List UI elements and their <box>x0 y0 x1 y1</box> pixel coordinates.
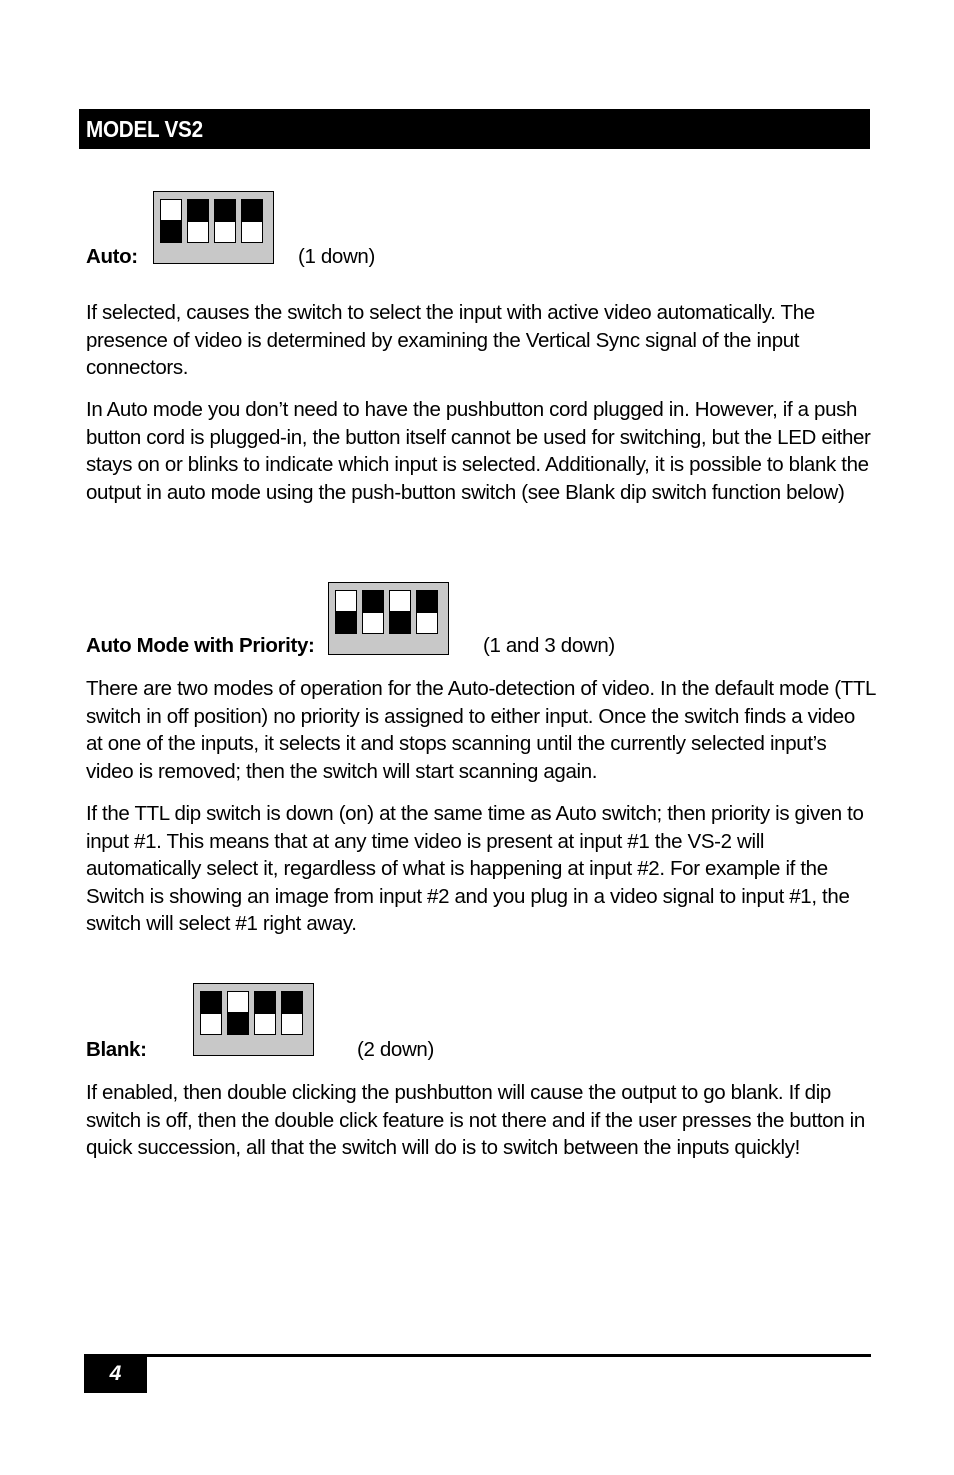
auto-label: Auto: <box>86 245 138 268</box>
dip-cell-bottom-1 <box>200 1013 222 1035</box>
dip-cell-bottom-2 <box>187 221 209 243</box>
dip-cell-top-1 <box>335 590 357 612</box>
auto-dip-note: (1 down) <box>298 245 375 268</box>
section-header-bar <box>79 109 870 149</box>
dip-cell-bottom-4 <box>241 221 263 243</box>
dip-cell-bottom-2 <box>227 1013 249 1035</box>
dip-cell-top-4 <box>416 590 438 612</box>
dip-cell-top-4 <box>281 991 303 1013</box>
footer-rule <box>84 1354 871 1357</box>
priority-modes-paragraph: There are two modes of operation for the Auto-detection of video. In the default mode (TTL switch in off position) no priority is assigned to either input. Once the switch finds a video at one of the inputs, it selects it and stops scanning until the currently selected input’s video is removed; then the switch will start scanning again. <box>86 677 876 783</box>
blank-label: Blank: <box>86 1038 147 1061</box>
dip-cell-bottom-2 <box>362 612 384 634</box>
dip-cell-top-1 <box>160 199 182 221</box>
dip-cell-top-3 <box>214 199 236 221</box>
dip-cell-top-3 <box>389 590 411 612</box>
priority-label: Auto Mode with Priority: <box>86 634 315 657</box>
blank-description-paragraph: If enabled, then double clicking the pushbutton will cause the output to go blank. If dip switch is off, then the double click feature is not there and if the user presses the button in quick succession, all that the switch will do is to switch between the inputs quickly! <box>86 1081 865 1159</box>
page-number-box <box>84 1356 147 1393</box>
auto-description-paragraph: If selected, causes the switch to select the input with active video automatically. The presence of video is determined by examining the Vertical Sync signal of the input connectors. <box>86 301 815 379</box>
dip-cell-top-2 <box>187 199 209 221</box>
dip-cell-bottom-4 <box>416 612 438 634</box>
dip-cell-bottom-3 <box>214 221 236 243</box>
dip-cell-bottom-3 <box>254 1013 276 1035</box>
blank-dip-switch-diagram <box>193 983 314 1056</box>
dip-cell-top-4 <box>241 199 263 221</box>
page-title: MODEL VS2 <box>86 116 203 142</box>
auto-mode-paragraph: In Auto mode you don’t need to have the pushbutton cord plugged in. However, if a push button cord is plugged-in, the button itself cannot be used for switching, but the LED either stays on or blinks to indicate which input is selected. Additionally, it is possible to blank the output in auto mode using the push-button switch (see Blank dip switch function below) <box>86 398 871 504</box>
dip-cell-bottom-1 <box>335 612 357 634</box>
blank-dip-note: (2 down) <box>357 1038 434 1061</box>
dip-cell-top-2 <box>227 991 249 1013</box>
priority-dip-switch-diagram <box>328 582 449 655</box>
dip-cell-bottom-4 <box>281 1013 303 1035</box>
dip-cell-top-1 <box>200 991 222 1013</box>
dip-cell-bottom-1 <box>160 221 182 243</box>
page-number: 4 <box>109 1362 122 1385</box>
auto-dip-switch-diagram <box>153 191 274 264</box>
dip-cell-bottom-3 <box>389 612 411 634</box>
dip-cell-top-2 <box>362 590 384 612</box>
priority-dip-note: (1 and 3 down) <box>483 634 615 657</box>
priority-ttl-paragraph: If the TTL dip switch is down (on) at the same time as Auto switch; then priority is given to input #1. This means that at any time video is present at input #1 the VS-2 will automatically select it, regardless of what is happening at input #2. For example if the Switch is showing an image from input #2 and you plug in a video signal to input #1, the switch will select #1 right away. <box>86 802 864 935</box>
dip-cell-top-3 <box>254 991 276 1013</box>
